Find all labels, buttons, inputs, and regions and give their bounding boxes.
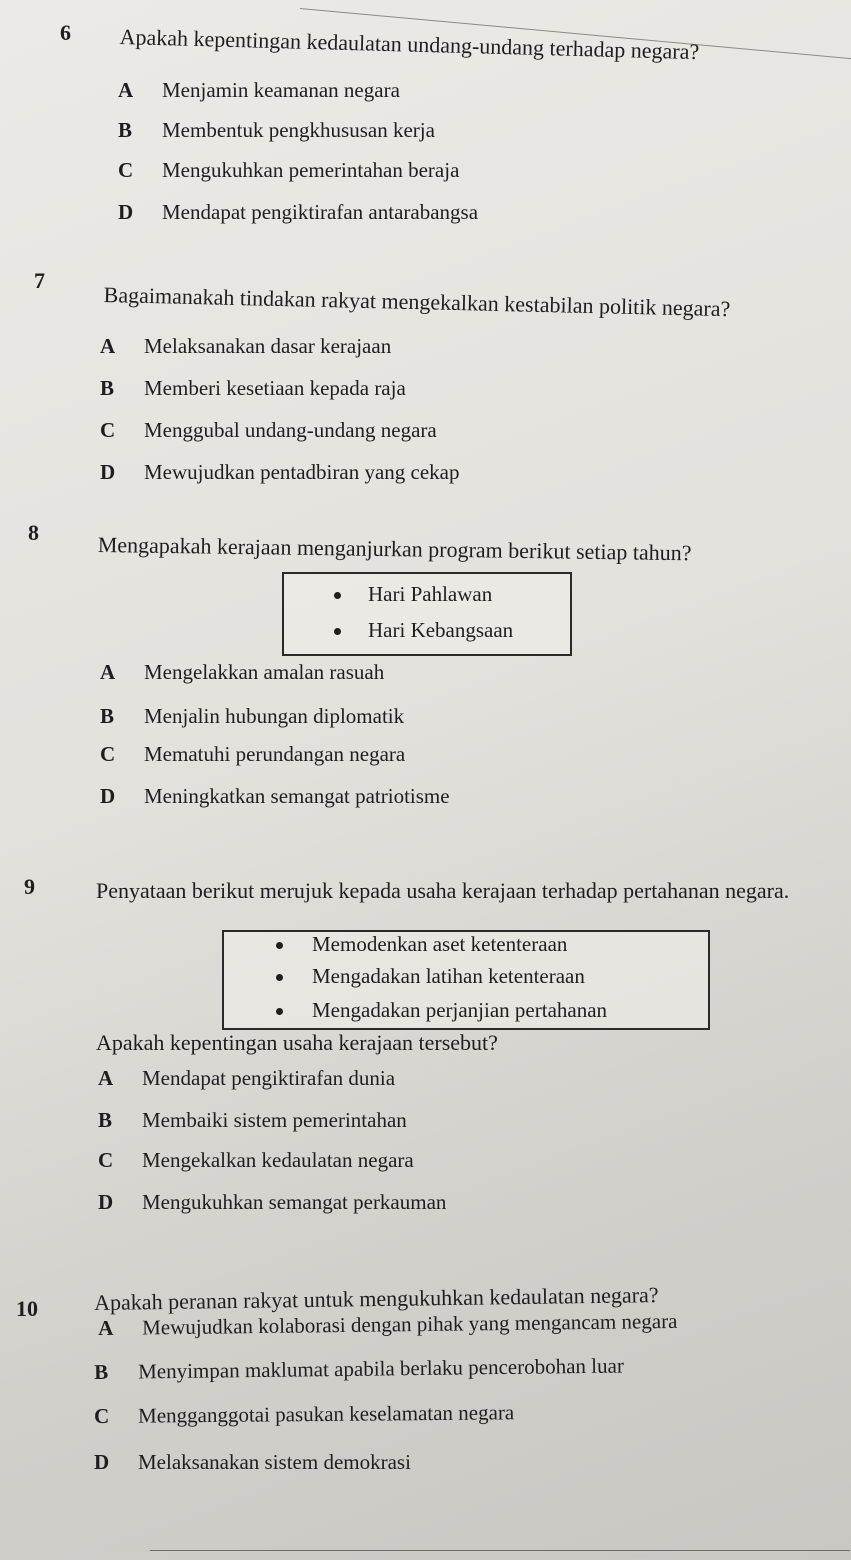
option-a[interactable] — [100, 334, 391, 359]
question-text: Mengapakah kerajaan menganjurkan program berikut setiap tahun? — [97, 532, 692, 566]
box-item: Mengadakan latihan ketenteraan — [312, 964, 585, 988]
option-c[interactable] — [94, 1400, 514, 1429]
question-number: 7 — [34, 268, 45, 293]
bullet-icon — [276, 942, 283, 949]
option-c[interactable] — [98, 1148, 414, 1173]
option-letter: D — [100, 460, 116, 484]
bullet-icon — [276, 1008, 283, 1015]
option-a[interactable] — [118, 78, 400, 103]
question-number: 9 — [24, 874, 35, 899]
box-item: Hari Pahlawan — [368, 582, 493, 606]
option-text: Mendapat pengiktirafan dunia — [142, 1066, 396, 1090]
option-letter: C — [100, 418, 116, 442]
bullet-icon — [276, 974, 283, 981]
option-a[interactable] — [98, 1066, 395, 1091]
statement-box — [222, 930, 710, 1030]
option-text: Mengukuhkan semangat perkauman — [142, 1190, 447, 1214]
option-letter: A — [100, 660, 116, 684]
box-item: Hari Kebangsaan — [368, 618, 514, 642]
question-text: Apakah peranan rakyat untuk mengukuhkan kedaulatan negara? — [94, 1282, 659, 1315]
option-letter: A — [98, 1066, 114, 1090]
question-number: 10 — [16, 1296, 38, 1321]
box-item: Memodenkan aset ketenteraan — [312, 932, 568, 956]
option-text: Menyimpan maklumat apabila berlaku pencerobohan luar — [137, 1353, 625, 1384]
option-letter: A — [98, 1315, 114, 1340]
option-b[interactable] — [118, 118, 435, 143]
option-text: Melaksanakan dasar kerajaan — [144, 334, 392, 358]
option-text: Memberi kesetiaan kepada raja — [144, 376, 406, 400]
option-text: Menggubal undang-undang negara — [144, 418, 437, 442]
option-letter: C — [118, 158, 134, 182]
bullet-icon — [334, 628, 341, 635]
question-followup: Apakah kepentingan usaha kerajaan tersebut? — [96, 1030, 498, 1055]
option-text: Menjalin hubungan diplomatik — [144, 704, 405, 728]
option-text: Menjamin keamanan negara — [162, 78, 400, 102]
option-c[interactable] — [100, 742, 405, 767]
option-letter: B — [118, 118, 133, 142]
question-number: 8 — [28, 520, 39, 545]
option-letter: D — [98, 1190, 114, 1214]
option-c[interactable] — [100, 418, 437, 443]
option-letter: C — [94, 1403, 110, 1428]
option-c[interactable] — [118, 158, 459, 183]
option-b[interactable] — [94, 1354, 624, 1385]
option-text: Membaiki sistem pemerintahan — [142, 1108, 407, 1132]
option-b[interactable] — [100, 376, 406, 401]
question-text: Penyataan berikut merujuk kepada usaha kerajaan terhadap pertahanan negara. — [96, 878, 790, 903]
option-text: Mewujudkan pentadbiran yang cekap — [144, 460, 460, 484]
option-letter: A — [100, 334, 116, 358]
option-letter: C — [98, 1148, 114, 1172]
question-number: 6 — [60, 20, 71, 45]
option-letter: D — [94, 1450, 110, 1474]
option-d[interactable] — [118, 200, 478, 225]
option-letter: D — [100, 784, 116, 808]
option-d[interactable] — [98, 1190, 446, 1215]
option-text: Meningkatkan semangat patriotisme — [144, 784, 450, 808]
option-letter: B — [94, 1359, 109, 1384]
option-letter: B — [100, 376, 115, 400]
option-letter: B — [100, 704, 115, 728]
option-letter: C — [100, 742, 116, 766]
question-text: Bagaimanakah tindakan rakyat mengekalkan kestabilan politik negara? — [103, 282, 731, 322]
page-edge-line — [150, 1550, 850, 1551]
option-text: Mewujudkan kolaborasi dengan pihak yang mengancam negara — [141, 1308, 678, 1340]
option-text: Membentuk pengkhususan kerja — [162, 118, 435, 142]
option-b[interactable] — [100, 704, 404, 729]
option-d[interactable] — [100, 460, 459, 485]
option-b[interactable] — [98, 1108, 407, 1133]
program-box — [282, 572, 572, 656]
option-a[interactable] — [100, 660, 384, 685]
bullet-icon — [334, 592, 341, 599]
box-item: Mengadakan perjanjian pertahanan — [312, 998, 608, 1022]
option-d[interactable] — [100, 784, 450, 809]
option-d[interactable] — [94, 1450, 411, 1475]
option-text: Mengekalkan kedaulatan negara — [142, 1148, 414, 1172]
option-text: Mematuhi perundangan negara — [144, 742, 406, 766]
question-text: Apakah kepentingan kedaulatan undang-undang terhadap negara? — [119, 24, 700, 65]
option-letter: A — [118, 78, 134, 102]
option-text: Mengukuhkan pemerintahan beraja — [162, 158, 460, 182]
option-text: Mengganggotai pasukan keselamatan negara — [137, 1400, 515, 1428]
option-letter: B — [98, 1108, 113, 1132]
option-text: Melaksanakan sistem demokrasi — [138, 1450, 411, 1474]
option-letter: D — [118, 200, 134, 224]
option-text: Mengelakkan amalan rasuah — [144, 660, 385, 684]
option-text: Mendapat pengiktirafan antarabangsa — [162, 200, 479, 224]
